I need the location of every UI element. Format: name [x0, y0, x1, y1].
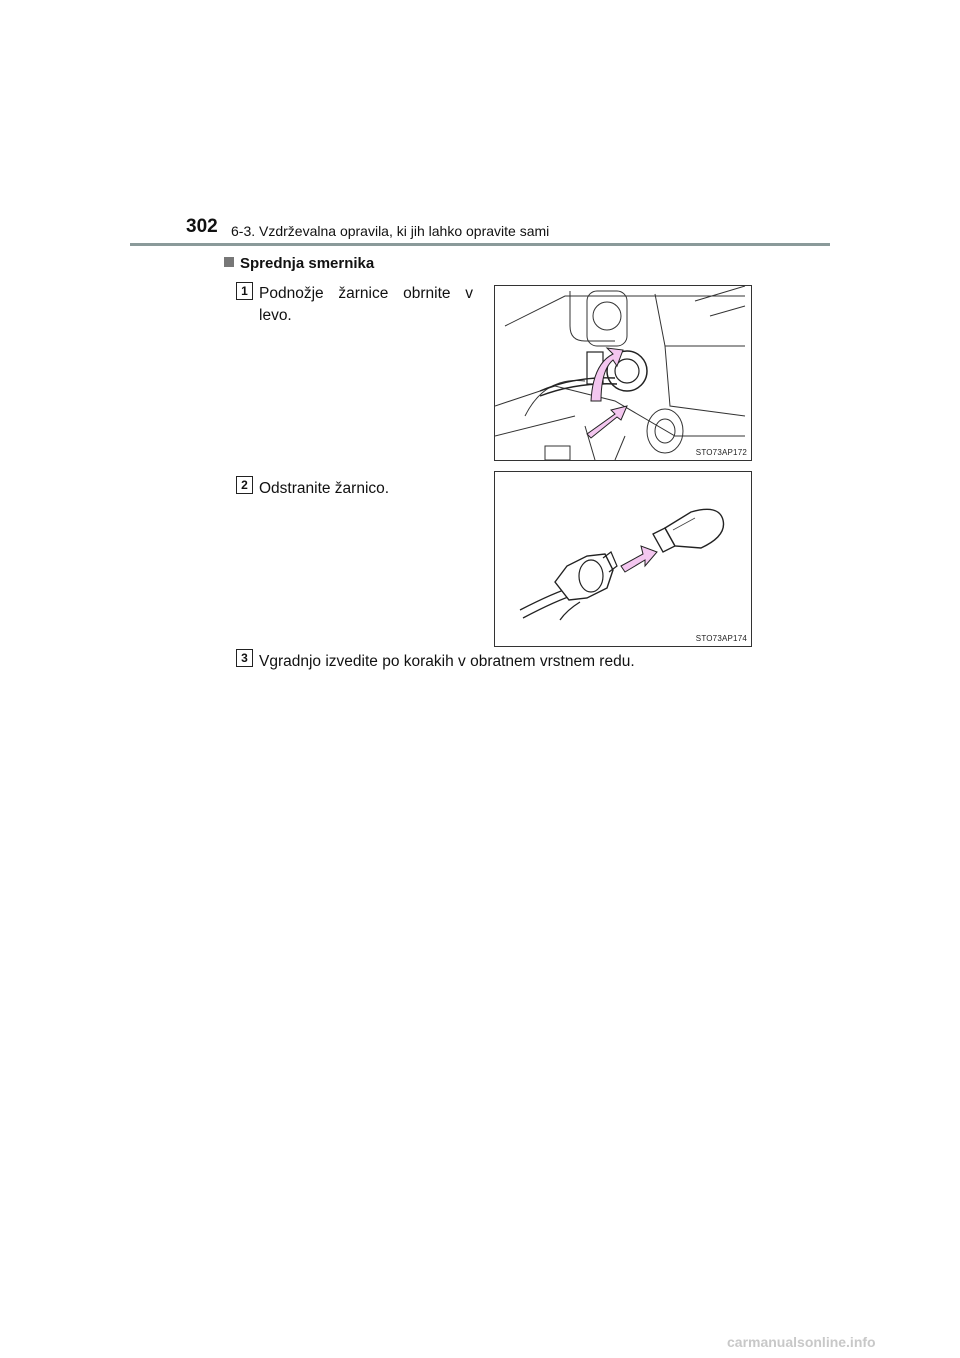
- subsection-heading: [224, 255, 374, 272]
- bulb-remove-illustration: [495, 472, 751, 646]
- socket-rotate-illustration: [495, 286, 751, 460]
- pull-arrow-icon: [587, 406, 627, 438]
- step-2-text: Odstranite žarnico.: [259, 480, 390, 497]
- step-2-badge: 2: [236, 476, 253, 494]
- subsection-title: Sprednja smernika: [240, 255, 375, 272]
- step-1-text: Podnožje žarnice obrnite v levo.: [259, 285, 473, 324]
- bulb-glass: [665, 509, 724, 548]
- square-bullet-icon: [224, 257, 234, 267]
- figure-code-1: STO73AP172: [695, 448, 747, 457]
- step-3-badge: 3: [236, 649, 253, 667]
- figure-bulb-remove: [494, 471, 752, 647]
- step-3-text: Vgradnjo izvedite po korakih v obratnem vrstnem redu.: [259, 653, 635, 670]
- insert-arrow-icon: [621, 546, 657, 572]
- step-1-badge: 1: [236, 282, 253, 300]
- section-title: 6-3. Vzdrževalna opravila, ki jih lahko opravite sami: [231, 223, 550, 239]
- header-rule: [130, 243, 830, 246]
- figure-bulb-socket-rotate: [494, 285, 752, 461]
- figure-code-2: STO73AP174: [695, 634, 747, 643]
- footer-watermark: carmanualsonline.info: [727, 1334, 876, 1350]
- page-number: 302: [186, 216, 218, 237]
